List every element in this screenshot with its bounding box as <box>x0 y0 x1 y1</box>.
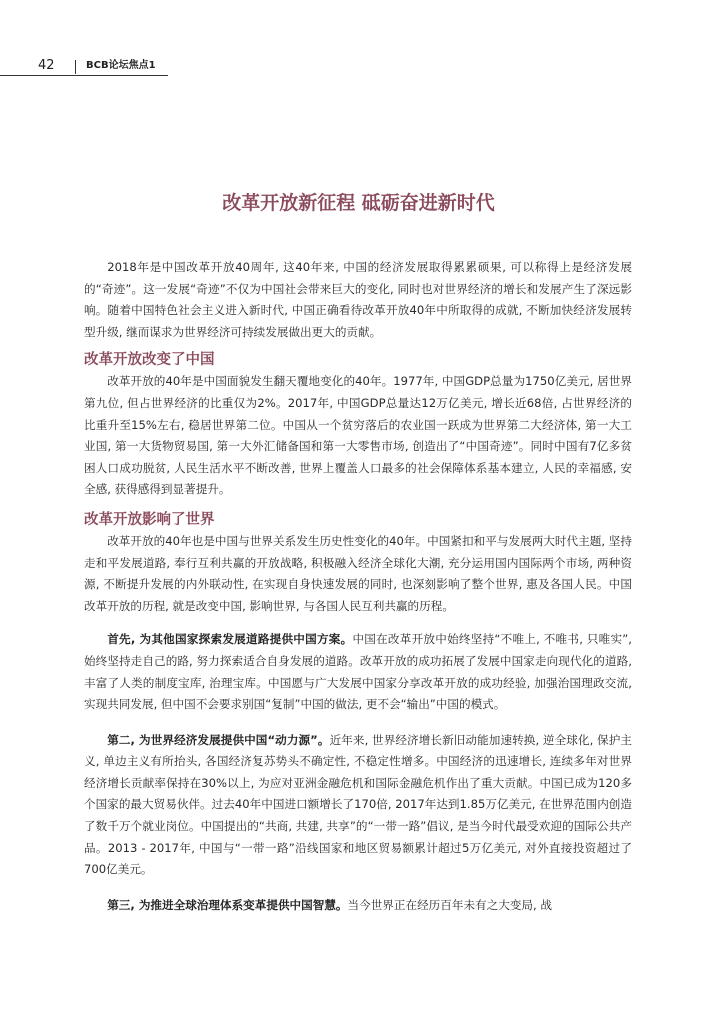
point-3-paragraph <box>84 895 632 917</box>
point-1-lead: 首先, 为其他国家探索发展道路提供中国方案。 <box>107 632 353 647</box>
point-3-lead: 第三, 为推进全球治理体系变革提供中国智慧。 <box>107 897 348 912</box>
point-2-paragraph <box>84 730 632 881</box>
section-heading-1: 改革开放改变了中国 <box>84 352 215 369</box>
page-number: 42 <box>38 58 55 73</box>
point-2-lead: 第二, 为世界经济发展提供中国“动力源”。 <box>107 732 330 747</box>
running-title: BCB论坛焦点1 <box>86 60 156 71</box>
section-1-paragraph: 改革开放的40年是中国面貌发生翻天覆地变化的40年。1977年, 中国GDP总量为1750亿美元, 居世界第九位, 但占世界经济的比重仅为2%。2017年, 中国GDP总量达12万亿美元, 增长近68倍, 占世界经济的比重升至15%左右, 稳居世界第二位。中国从一个贫穷落后的农业国一跃成为世界第二大经济体, 第一大工业国, 第一大货物贸易国, 第一大外汇储备国和第一大零售市场, 创造出了“中国奇迹”。同时中国有7亿多贫困人口成功脱贫, 人民生活水平不断改善, 世界上覆盖人口最多的社会保障体系基本建立, 人民的幸福感, 安全感, 获得感得到显著提升。 <box>84 374 632 497</box>
intro-paragraph: 2018年是中国改革开放40周年, 这40年来, 中国的经济发展取得累累硕果, 可以称得上是经济发展的“奇迹”。这一发展“奇迹”不仅为中国社会带来巨大的变化, 同时也对世界经济的增长和发展产生了深远影响。随着中国特色社会主义进入新时代, 中国正确看待改革开放40年中所取得的成就, 不断加快经济发展转型升级, 继而谋求为世界经济可持续发展做出更大的贡献。 <box>84 260 632 339</box>
section-heading-2: 改革开放影响了世界 <box>84 511 215 528</box>
header-divider-tick <box>75 60 76 74</box>
running-header <box>0 58 200 74</box>
point-2-body: 近年来, 世界经济增长新旧动能加速转换, 逆全球化, 保护主义, 单边主义有所抬头, 各国经济复苏势头不确定性, 不稳定性增多。中国经济的迅速增长, 连续多年对世界经济增长贡献率保持在30%以上, 为应对亚洲金融危机和国际金融危机作出了重大贡献。中国已成为120多个国家的最大贸易伙伴。过去40年中国进口额增长了170倍, 2017年达到1.85万亿美元, 在世界范围内创造了数千万个就业岗位。中国提出的“共商, 共建, 共享”的“一带一路”倡议, 是当今时代最受欢迎的国际公共产品。2013 - 2017年, 中国与“一带一路”沿线国家和地区贸易额累计超过5万亿美元, 对外直接投资超过了700亿美元。 <box>84 732 632 877</box>
point-1-paragraph <box>84 629 632 715</box>
header-rule <box>0 75 168 76</box>
point-1-body: 中国在改革开放中始终坚持“不唯上, 不唯书, 只唯实”, 始终坚持走自己的路, 努力探索适合自身发展的道路。改革开放的成功拓展了发展中国家走向现代化的道路, 丰富了人类的制度宝库, 治理宝库。中国愿与广大发展中国家分享改革开放的成功经验, 加强治国理政交流, 实现共同发展, 但中国不会要求别国“复制”中国的做法, 更不会“输出”中国的模式。 <box>84 632 632 712</box>
point-3-body: 当今世界正在经历百年未有之大变局, 战 <box>347 897 552 912</box>
section-2-paragraph: 改革开放的40年也是中国与世界关系发生历史性变化的40年。中国紧扣和平与发展两大时代主题, 坚持走和平发展道路, 奉行互利共赢的开放战略, 积极融入经济全球化大潮, 充分运用国内国际两个市场, 两种资源, 不断提升发展的内外联动性, 在实现自身快速发展的同时, 也深刻影响了整个世界, 惠及各国人民。中国改革开放的历程, 就是改变中国, 影响世界, 与各国人民互利共赢的历程。 <box>84 533 632 613</box>
article-body <box>84 257 632 916</box>
article-title: 改革开放新征程 砥砺奋进新时代 <box>222 191 495 214</box>
